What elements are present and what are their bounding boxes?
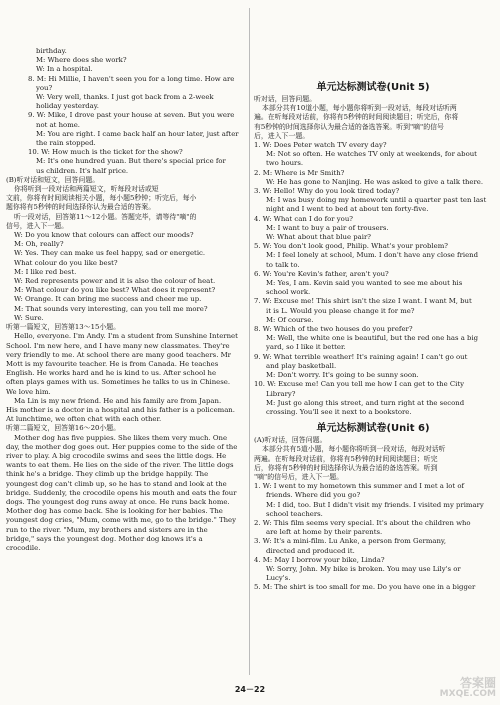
watermark-logo: 答案圈 MXQE.COM [439,676,496,699]
text-line: 1. W: Does Peter watch TV every day? [254,141,387,150]
text-line: it is L. Would you please change it for me? [266,306,415,315]
section-title-unit5: 单元达标测试卷(Unit 5) [316,82,430,93]
text-line: W: In a hospital. [36,65,93,74]
text-line: (B)听对话和短文，回答问题。 [6,175,100,184]
text-line: Mother dog has come back. She is looking for her babies. The [6,507,223,516]
text-line: 听对话，回答问题。 [254,95,317,103]
text-line: M: I want to buy a pair of trousers. [266,223,389,232]
text-line: W: What about that blue pair? [266,233,371,242]
text-line: M: That sounds very interesting, can you tell me more? [14,304,208,313]
text-line: 8. M: Hi Millie, I haven't seen you for a long time. How are [28,74,235,83]
text-line: are left at home by their parents. [266,528,383,537]
text-line: 8. W: Which of the two houses do you prefer? [254,325,413,334]
text-line: At lunchtime, we often chat with each other. [6,415,162,424]
text-line: 9. W: Mike, I drove past your house at seven. But you were [28,111,235,120]
text-line: M: I like red best. [14,267,77,276]
text-line: 题你将有5秒钟的时间选择你认为最合适的答案。 [6,203,156,212]
text-line: 9. W: What terrible weather! It's raining again! I can't go out [254,352,468,361]
text-line: M: I feel lonely at school, Mum. I don't have any close friend [266,251,479,260]
page-number: 24－22 [234,685,266,694]
text-line: often plays games with us. Sometimes he talks to us in Chinese. [6,378,231,387]
text-line: 3. W: It's a mini-film. Lu Anke, a person from Germany, [254,537,447,546]
text-line: M: What colour do you like best? What does it represent? [14,286,216,295]
text-line: think he's a bridge. They climb up the bridge happily. The [6,470,209,479]
text-line: M: Just go along this street, and turn right at the second [266,398,465,407]
text-line: 3. W: Hello! Why do you look tired today? [254,187,400,196]
text-line: holiday yesterday. [36,102,99,111]
text-line: 听第二篇短文，回答第16～20小题。 [6,424,121,433]
text-line: to talk to. [266,260,300,269]
text-line: 2. W: This film seems very special. It's about the children who [254,518,471,527]
text-line: 4. W: What can I do for you? [254,214,353,223]
text-line: "嘀"的信号后，进入下一题。 [254,472,344,481]
text-line: English. He works hard and he is kind to us. After school he [6,369,217,378]
text-line: (A)听对话，回答问题。 [254,436,327,445]
text-line: crocodile. [6,543,41,552]
right-column [254,80,492,593]
text-line: yard, so I like it better. [266,343,346,352]
text-line: youngest dog cries, "Mum, come with me, go to the bridge." They [6,516,236,525]
text-line: M: Where does she work? [36,56,127,65]
unit5-text-block [254,95,492,417]
text-line: W: Very well, thanks. I just got back from a 2-week [36,93,214,102]
text-line: dogs. The youngest dog runs away at once. He runs back home. [6,497,230,506]
text-line: 10. W: Excuse me! Can you tell me how I can get to the City [254,380,465,389]
text-line: His mother is a doctor in a hospital and his father is a policeman. [6,405,235,414]
text-line: W: Do you know that colours can affect our moods? [14,231,194,240]
text-line: us children. It's half price. [36,166,129,175]
text-line: 遍。在听每段对话前，你将有5秒钟的时间阅读题目；听完后，你将 [254,113,459,122]
text-line: Mott is my favourite teacher. He is from Canada. He teaches [6,359,219,368]
text-line: Library? [266,389,296,398]
text-line: and play basketball. [266,361,337,370]
text-line: very friendly to me. At school there are many good teachers. Mr [6,350,231,359]
section-title-unit6: 单元达标测试卷(Unit 6) [316,423,430,435]
text-line: bridge," says the youngest dog. Mother dog knows it's a [6,534,203,543]
text-line: 听一段对话，回答第11～12小题。答题完毕，请等待"嘀"的 [14,212,197,221]
text-line: 4. M: May I borrow your bike, Linda? [254,555,385,564]
text-line: crossing. You'll see it next to a bookstore. [266,407,412,416]
text-line: directed and produced it. [266,546,355,555]
text-line: 后，进入下一题。 [254,131,310,140]
text-line: M: I was busy doing my homework until a quarter past ten last [266,196,487,205]
text-line: 听第一篇短文，回答第13～15小题。 [6,323,121,332]
text-line: Lucy's. [266,574,291,583]
text-line: two hours. [266,159,304,168]
text-line: M: It's one hundred yuan. But there's special price for [36,157,226,166]
text-line: M: Of course. [266,315,314,324]
text-line: W: Red represents power and it is also the colour of heat. [14,277,216,286]
text-line: M: Don't worry. It's going to be sunny soon. [266,371,419,380]
text-line: M: I did, too. But I didn't visit my friends. I visited my primary [266,500,484,509]
text-line: M: Oh, really? [14,240,64,249]
text-line: W: Orange. It can bring me success and cheer me up. [14,295,202,304]
text-line: Mother dog has five puppies. She likes them very much. One [14,433,228,442]
text-line: Ma Lin is my new friend. He and his family are from Japan. [14,396,222,405]
text-line: M: Not so often. He watches TV only at weekends, for about [266,150,477,159]
text-line: 5. W: You don't look good, Philip. What's your problem? [254,242,448,251]
text-line: We love him. [6,387,51,396]
text-line: the rain stopped. [36,139,96,148]
column-divider [249,8,250,675]
text-line: M: You are right. I came back half an hour later, just after [36,129,239,138]
text-line: night and I went to bed at about ten forty-five. [266,205,429,214]
text-line: M: Yes, I am. Kevin said you wanted to see me about his [266,279,463,288]
text-line: 后，你将有5秒钟的时间选择你认为最合适的备选答案。听到 [254,463,438,472]
text-line: W: Sorry, John. My bike is broken. You may use Lily's or [266,564,461,573]
text-line: river to play. A big crocodile swims and sees the little dogs. He [6,451,227,460]
text-line: run to the river. "Mum, my brothers and sisters are in the [6,525,208,534]
text-line: wants to eat them. He lies on the side of the river. The little dogs [6,461,234,470]
text-line: 文前，你将有时间阅读相关小题，每小题5秒钟；听完后，每小 [6,194,197,203]
text-line: 本部分共有10道小题，每小题你将听到一段对话，每段对话听两 [262,104,457,113]
text-line: What colour do you like best? [14,258,118,267]
text-line: W: Sure. [14,313,44,322]
text-line: 两遍。在听每段对话前，你将有5秒钟的时间阅读题目；听完 [254,454,438,463]
text-line: 信号，进入下一题。 [6,221,69,230]
text-line: 5. M: The shirt is too small for me. Do you have one in a bigger [254,583,476,592]
text-line: 1. W: I went to my hometown this summer and I met a lot of [254,482,465,491]
text-line: W: Yes. They can make us feel happy, sad or energetic. [14,249,206,258]
text-line: you? [36,83,53,92]
unit6-text-block [254,436,492,592]
text-line: school work. [266,288,311,297]
text-line: 10. W: How much is the ticket for the show? [28,148,183,157]
text-line: M: Well, the white one is beautiful, but the red one has a big [266,334,479,343]
text-line: youngest dog can't climb up, so he has to stand and look at the [6,479,227,488]
text-line: 你将听到一段对话和两篇短文，听每段对话或短 [14,185,159,194]
text-line: school teachers. [266,509,323,518]
text-line: not at home. [36,120,81,129]
text-line: 有5秒钟的时间选择你认为最合适的备选答案。听到"嘀"的信号 [254,122,444,131]
text-line: 本部分共有5道小题，每小题你将听到一段对话，每段对话听 [262,445,446,454]
text-line: Hello, everyone. I'm Andy. I'm a student from Sunshine Internet [14,332,238,341]
text-line: birthday. [36,47,67,55]
text-line: 6. W: You're Kevin's father, aren't you? [254,269,389,278]
text-line: 2. M: Where is Mr Smith? [254,168,345,177]
left-text-block [6,47,246,553]
text-line: bridge. Suddenly, the crocodile opens his mouth and eats the four [6,488,237,497]
text-line: friends. Where did you go? [266,491,361,500]
text-line: day, the mother dog goes out. Her puppies come to the side of the [6,442,238,451]
text-line: 7. W: Excuse me! This shirt isn't the size I want. I want M, but [254,297,472,306]
text-line: School. I'm new here, and I have many new classmates. They're [6,341,230,350]
left-column [6,47,246,553]
text-line: W: He has gone to Nanjing. He was asked to give a talk there. [266,177,484,186]
